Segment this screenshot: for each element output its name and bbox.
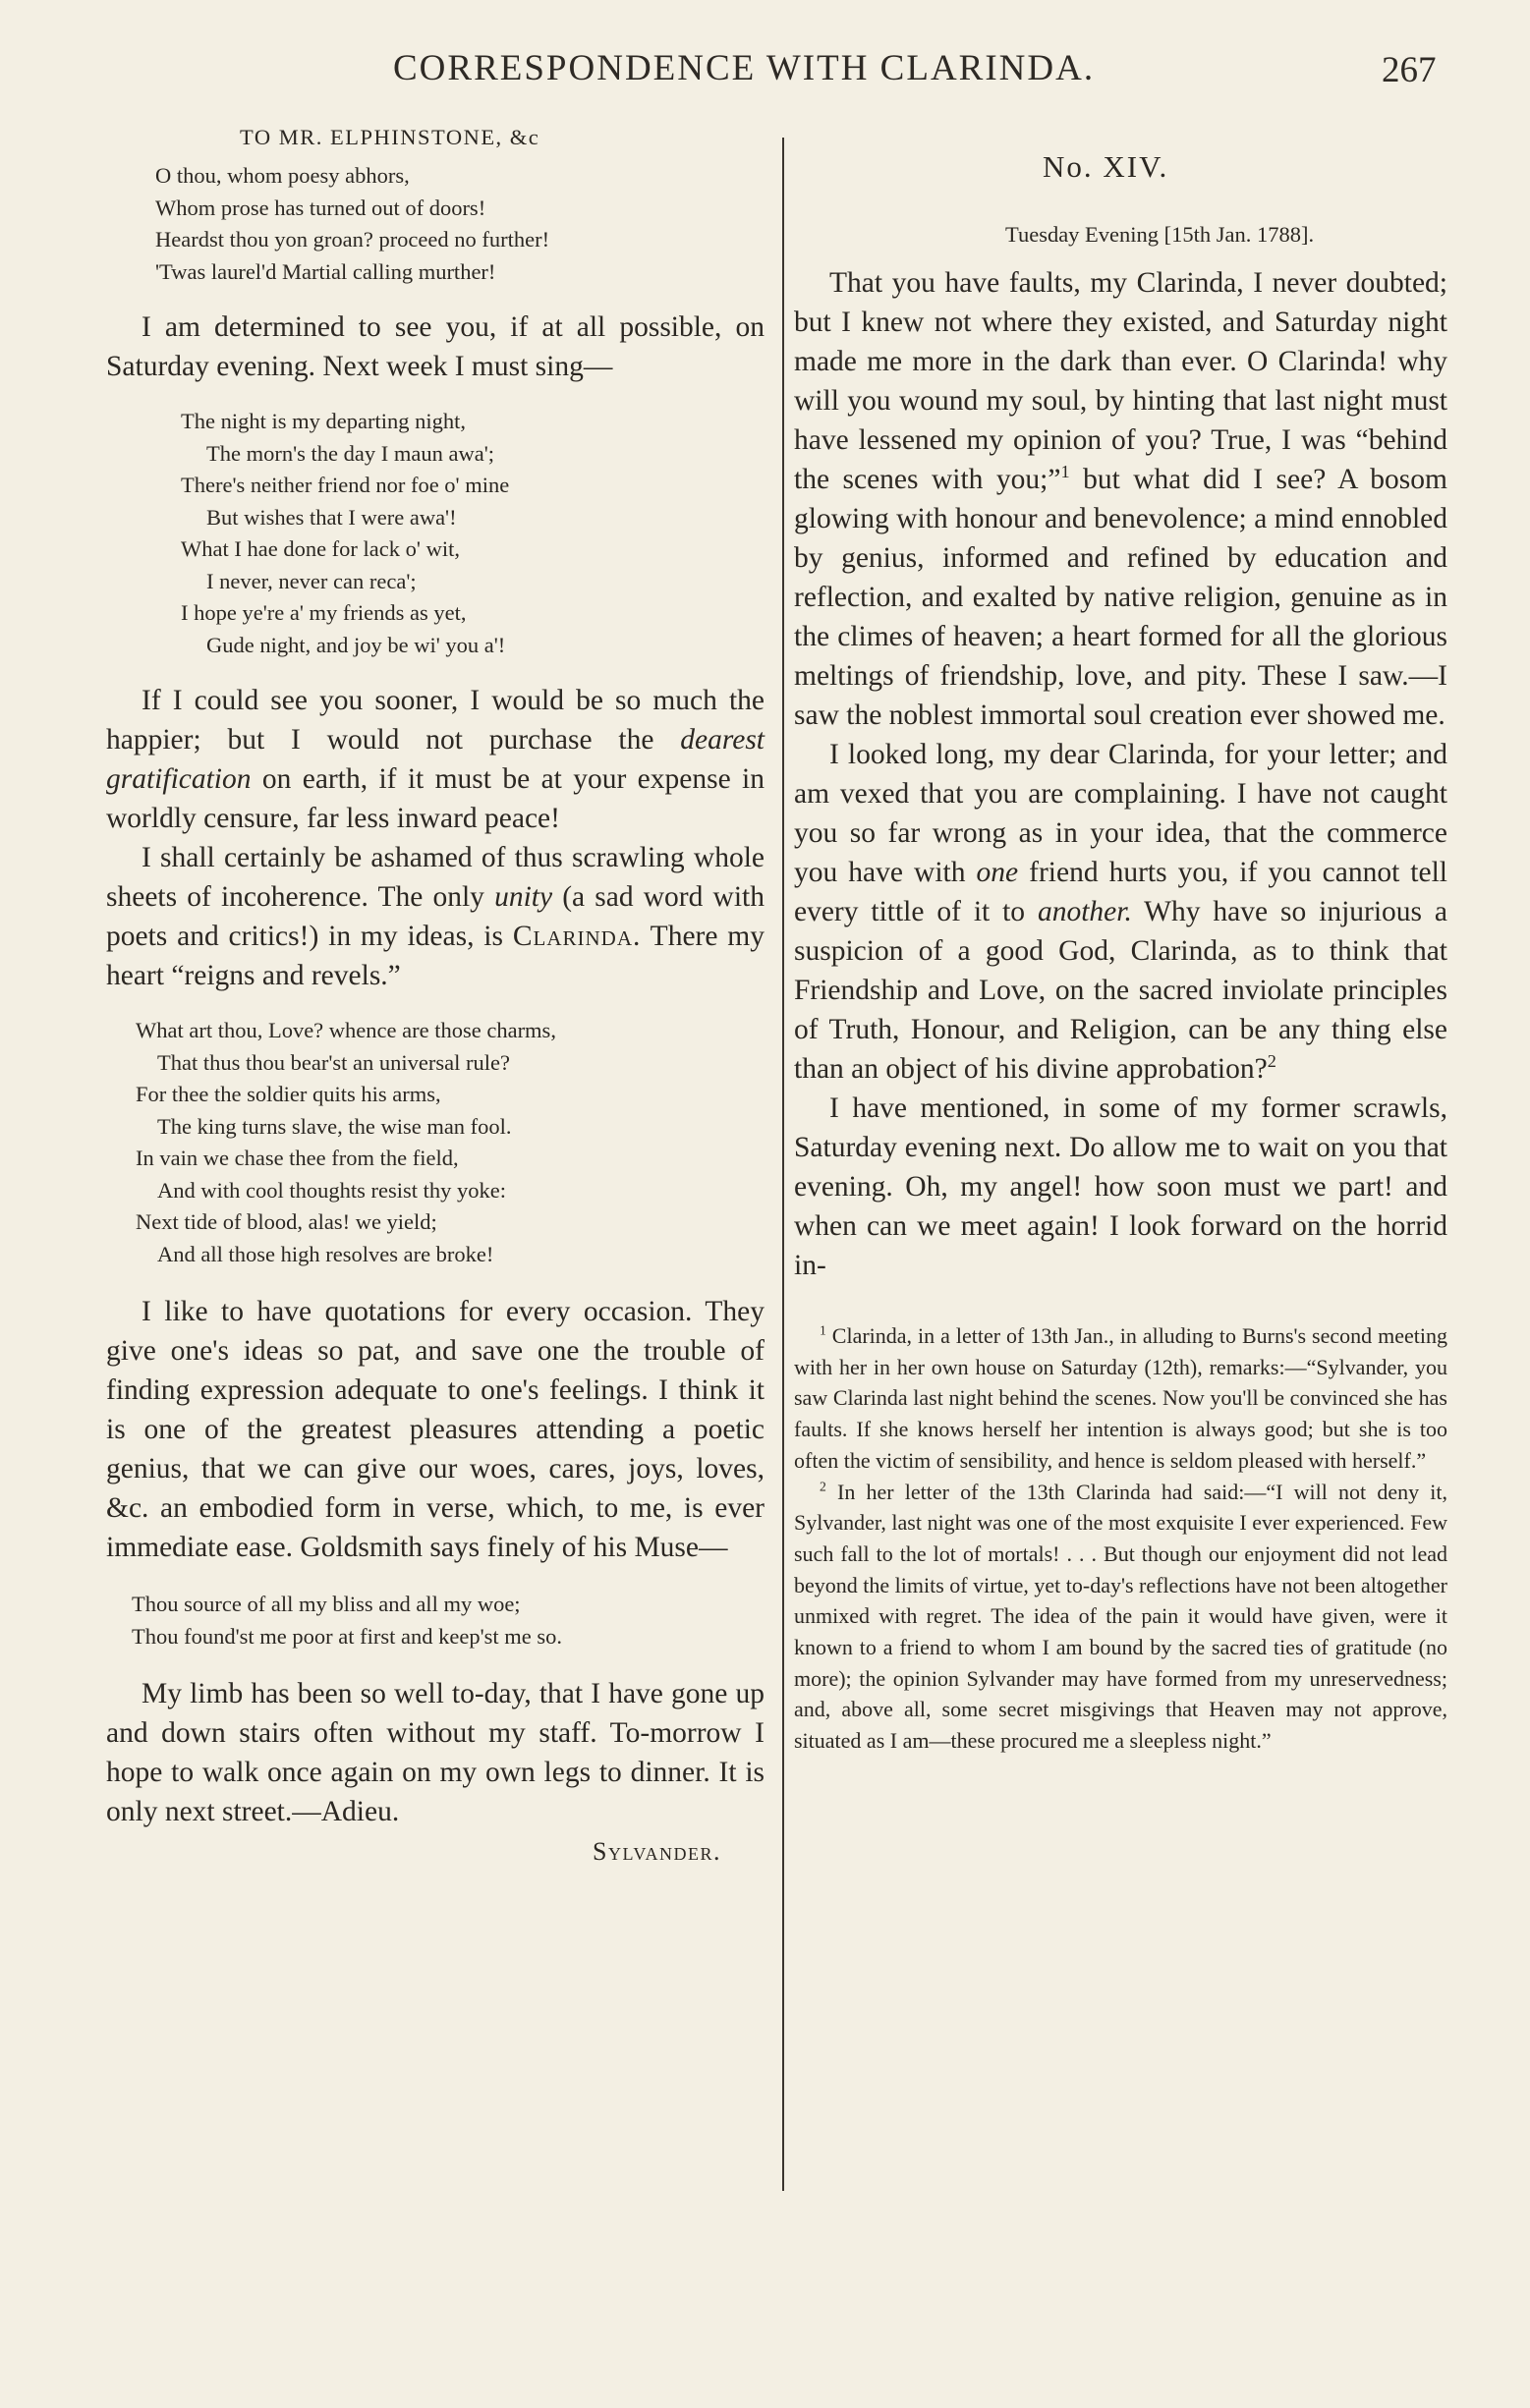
- letter-heading: TO MR. ELPHINSTONE, &c: [240, 125, 540, 149]
- verse-line: I never, never can reca';: [206, 568, 417, 593]
- verse-line: I hope ye're a' my friends as yet,: [181, 600, 467, 625]
- footnotes: [794, 1320, 1447, 1757]
- verse-line: And with cool thoughts resist thy yoke:: [157, 1177, 506, 1203]
- verse-stanza-4: [132, 1589, 765, 1652]
- emphasis-text: another.: [1037, 896, 1132, 927]
- verse-line: What I hae done for lack o' wit,: [181, 536, 460, 561]
- paragraph-text: I have mentioned, in some of my former scrawls, Saturday evening next. Do allow me to wait on you that evening. Oh, my angel! how soon must we part! and when can we meet again! I look forward on the horrid in-: [794, 1092, 1447, 1281]
- right-column: [794, 116, 1447, 1757]
- text-run: That you have faults, my Clarinda, I never doubted; but I knew not where they existed, and Saturday night made me more in the dark than ever. O Clarinda! why will you wound my soul, by hinting that last night must have lessened my opinion of you? True, I was “behind the scenes with you;”: [794, 267, 1447, 495]
- verse-line: Next tide of blood, alas! we yield;: [136, 1209, 437, 1234]
- letter-body: [794, 263, 1447, 1285]
- verse-line: For thee the soldier quits his arms,: [136, 1082, 441, 1106]
- emphasis-text: one: [976, 857, 1019, 888]
- verse-line: Gude night, and joy be wi' you a'!: [206, 632, 506, 657]
- verse-line: But wishes that I were awa'!: [206, 504, 457, 530]
- paragraph-text: [794, 735, 1447, 1089]
- letter-number: No. XIV.: [1043, 149, 1169, 184]
- footnote: [794, 1320, 1447, 1477]
- paragraph-text: [106, 681, 765, 838]
- footnote-ref: 1: [1060, 462, 1070, 482]
- verse-line: 'Twas laurel'd Martial calling murther!: [155, 258, 496, 284]
- paragraph-2: [106, 681, 765, 995]
- footnote: [794, 1477, 1447, 1757]
- verse-line: Thou found'st me poor at first and keep'st me so.: [132, 1623, 563, 1649]
- text-run: I shall certainly be ashamed of thus scrawling whole sheets of incoherence. The only: [106, 842, 765, 913]
- column-divider: [782, 138, 784, 2191]
- verse-line: Thou source of all my bliss and all my woe;: [132, 1592, 521, 1616]
- text-run: but what did I see? A bosom glowing with honour and benevolence; a mind ennobled by genius, informed and refined by education and reflection, and exalted by native religion, genuine as in the climes of heaven; a heart formed for all the glorious meltings of friendship, love, and pity. These I saw.—I saw the noblest immortal soul creation ever showed me.: [794, 464, 1447, 731]
- verse-line: And all those high resolves are broke!: [157, 1241, 494, 1266]
- verse-line: The king turns slave, the wise man fool.: [157, 1113, 512, 1139]
- paragraph-4: [106, 1292, 765, 1567]
- page-number: 267: [1382, 50, 1437, 90]
- emphasis-text: dearest gratification: [106, 724, 765, 795]
- paragraph-text: I like to have quotations for every occasion. They give one's ideas so pat, and save one the trouble of finding expression adequate to one's feelings. I think it is one of the greatest pleasures attending a poetic genius, that we can give our woes, cares, joys, loves, &c. an embodied form in verse, which, to me, is ever immediate ease. Goldsmith says finely of his Muse—: [106, 1296, 765, 1563]
- text-run: There my heart “reigns and revels.”: [106, 921, 765, 991]
- verse-line: The morn's the day I maun awa';: [206, 440, 495, 466]
- verse-stanza-3: [136, 1015, 765, 1270]
- paragraph-text: I am determined to see you, if at all possible, on Saturday evening. Next week I must sing—: [106, 311, 765, 382]
- paragraph-text: [106, 838, 765, 995]
- verse-line: What art thou, Love? whence are those charms,: [136, 1018, 556, 1042]
- paragraph-text: [794, 263, 1447, 735]
- verse-line: There's neither friend nor foe o' mine: [181, 473, 510, 497]
- verse-line: In vain we chase thee from the field,: [136, 1146, 459, 1170]
- text-run: If I could see you sooner, I would be so much the happier; but I would not purchase the: [106, 685, 765, 756]
- signature: Sylvander.: [593, 1837, 721, 1866]
- text-run: I looked long, my dear Clarinda, for your letter; and am vexed that you are complaining. I have not caught you so far wrong as in your idea, that the commerce you have with: [794, 739, 1447, 888]
- footnote-ref: 2: [1267, 1051, 1276, 1072]
- verse-line: That thus thou bear'st an universal rule?: [157, 1049, 510, 1075]
- dateline: Tuesday Evening [15th Jan. 1788].: [1005, 222, 1315, 247]
- paragraph-1: [106, 308, 765, 386]
- verse-line: O thou, whom poesy abhors,: [155, 163, 410, 188]
- verse-line: The night is my departing night,: [181, 409, 466, 433]
- footnote-text: Clarinda, in a letter of 13th Jan., in alluding to Burns's second meeting with her in her own house on Saturday (12th), remarks:—“Sylvander, you saw Clarinda last night behind the scenes. Now you'll be convinced she has faults. If she knows herself her intention is always good; but she is too often the victim of sensibility, and hence is seldom pleased with herself.”: [794, 1323, 1447, 1473]
- verse-stanza-1: [155, 160, 765, 288]
- text-run: (a sad word with poets and critics!) in my ideas, is: [106, 881, 765, 952]
- text-run: friend hurts you, if you cannot tell every tittle of it to: [794, 857, 1447, 927]
- verse-stanza-2: [181, 406, 765, 661]
- footnote-number: 2: [820, 1479, 826, 1494]
- footnote-number: 1: [820, 1322, 826, 1338]
- footnote-text: In her letter of the 13th Clarinda had said:—“I will not deny it, Sylvander, last night was one of the most exquisite I ever experienced. Few such fall to the lot of mortals! . . . But though our enjoyment did not lead beyond the limits of virtue, yet to-day's reflections have not been altogether unmixed with regret. The idea of the pain it would have given, were it known to a friend to whom I am bound by the sacred ties of gratitude (no more); the opinion Sylvander may have formed from my unreservedness; and, above all, some secret misgivings that Heaven may not approve, situated as I am—these procured me a sleepless night.”: [794, 1479, 1447, 1754]
- small-caps-name: Clarinda.: [512, 921, 642, 952]
- text-run: Why have so injurious a suspicion of a good God, Clarinda, as to think that Friendship and Love, on the sacred inviolate principles of Truth, Honour, and Religion, can be any thing else than an object of his divine approbation?: [794, 896, 1447, 1085]
- paragraph-text: My limb has been so well to-day, that I have gone up and down stairs often without my staff. To-morrow I hope to walk once again on my own legs to dinner. It is only next street.—Adieu.: [106, 1678, 765, 1827]
- left-column: [106, 123, 765, 1867]
- text-run: on earth, if it must be at your expense in worldly censure, far less inward peace!: [106, 763, 765, 834]
- running-title: CORRESPONDENCE WITH CLARINDA.: [393, 48, 1096, 88]
- paragraph-5: [106, 1674, 765, 1831]
- emphasis-text: unity: [494, 881, 553, 913]
- verse-line: Whom prose has turned out of doors!: [155, 195, 486, 220]
- verse-line: Heardst thou yon groan? proceed no further!: [155, 227, 550, 252]
